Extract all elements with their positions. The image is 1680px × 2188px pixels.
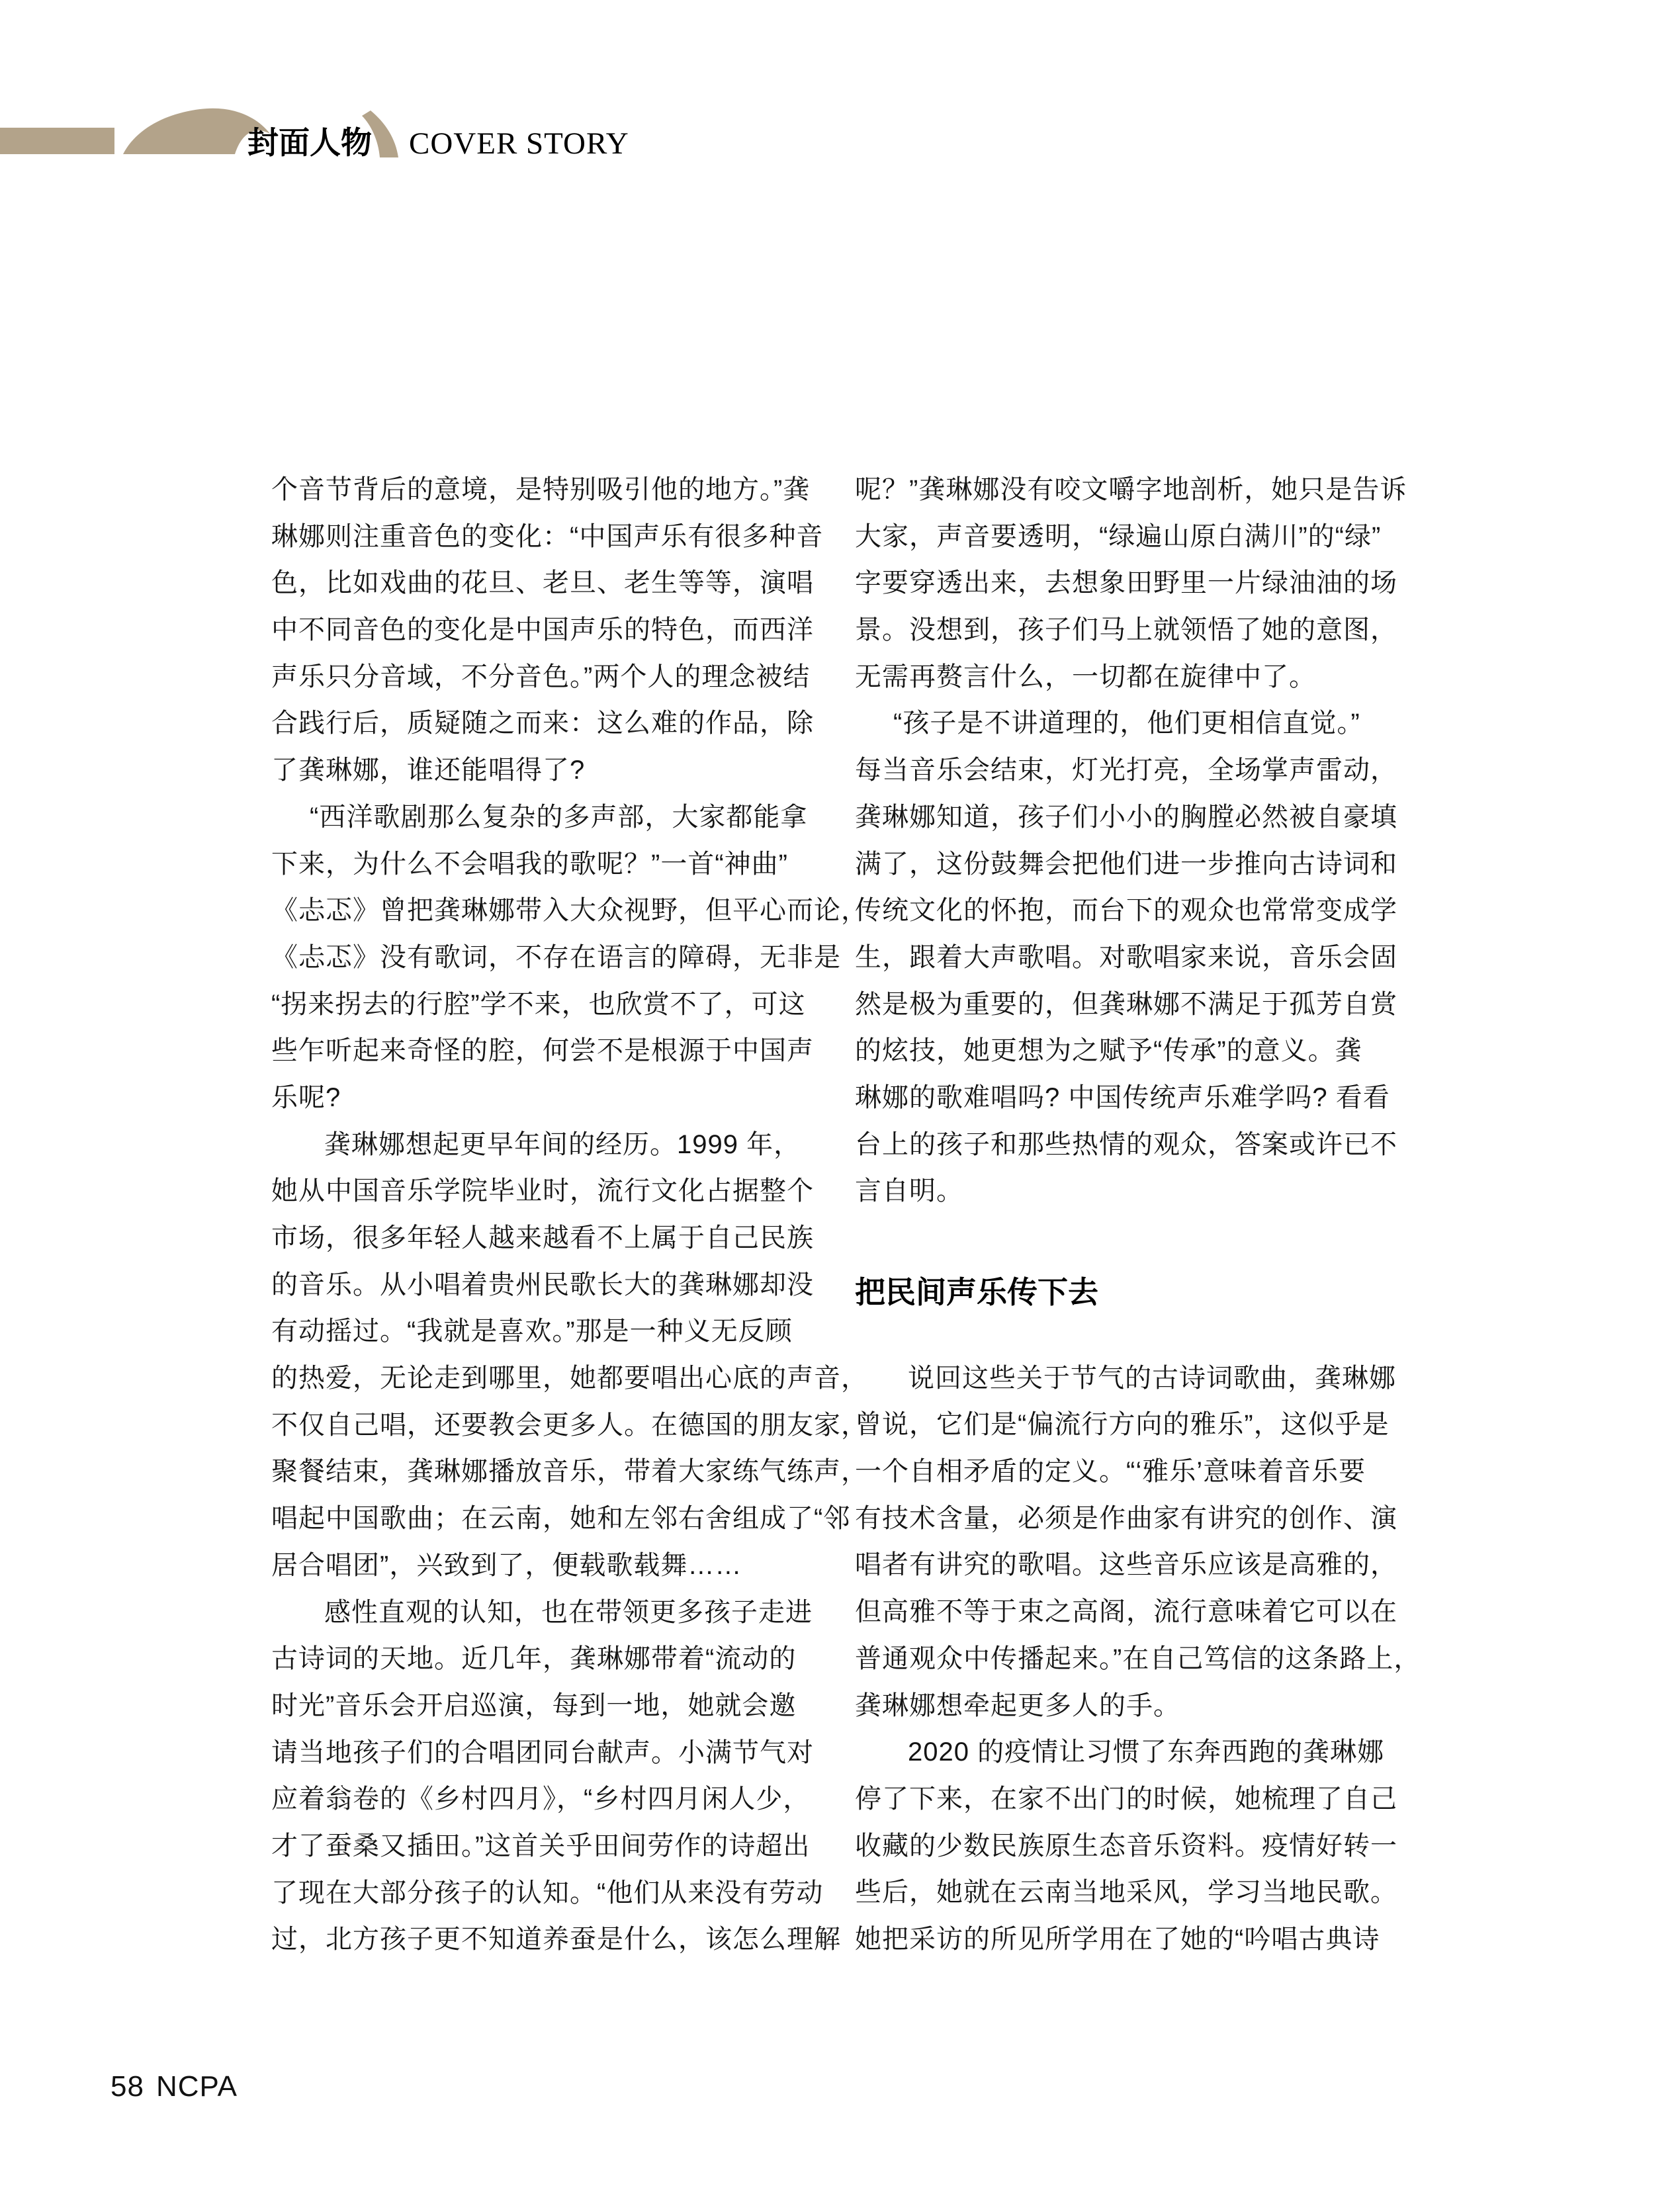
text-line: 停了下来，在家不出门的时候，她梳理了自己 bbox=[855, 1784, 1397, 1814]
text-line: 应着翁卷的《乡村四月》，“乡村四月闲人少， bbox=[271, 1784, 811, 1814]
text-line: “西洋歌剧那么复杂的多声部，大家都能拿 bbox=[310, 802, 808, 832]
text-line: 不仅自己唱，还要教会更多人。在德国的朋友家， bbox=[271, 1410, 868, 1440]
text-line: 居合唱团”，兴致到了，便载歌载舞…… bbox=[271, 1550, 742, 1580]
text-line: 了龚琳娜，谁还能唱得了? bbox=[271, 756, 586, 785]
text-line: “孩子是不讲道理的，他们更相信直觉。” bbox=[893, 709, 1360, 738]
text-line: 合践行后，质疑随之而来：这么难的作品，除 bbox=[271, 709, 814, 738]
text-line: 才了蚕桑又插田。”这首关乎田间劳作的诗超出 bbox=[271, 1831, 811, 1860]
header-accent-bar bbox=[0, 128, 114, 154]
text-line: “拐来拐去的行腔”学不来，也欣赏不了，可这 bbox=[271, 989, 806, 1019]
text-line: 传统文化的怀抱，而台下的观众也常常变成学 bbox=[855, 896, 1397, 926]
section-subheading: 把民间声乐传下去 bbox=[855, 1275, 1098, 1309]
text-line: 色，比如戏曲的花旦、老旦、老生等等，演唱 bbox=[271, 568, 814, 598]
right-column bbox=[855, 466, 1421, 1963]
text-line: 市场，很多年轻人越来越看不上属于自己民族 bbox=[271, 1223, 814, 1252]
text-line: 收藏的少数民族原生态音乐资料。疫情好转一 bbox=[855, 1831, 1397, 1860]
page-number: 58 bbox=[111, 2070, 144, 2103]
text-line: 满了，这份鼓舞会把他们进一步推向古诗词和 bbox=[855, 849, 1397, 879]
section-title-en: COVER STORY bbox=[409, 126, 629, 161]
text-line: 感性直观的认知，也在带领更多孩子走进 bbox=[324, 1597, 813, 1627]
text-line: 时光”音乐会开启巡演，每到一地，她就会邀 bbox=[271, 1690, 797, 1720]
text-line: 普通观众中传播起来。”在自己笃信的这条路上， bbox=[855, 1643, 1421, 1673]
text-line: 每当音乐会结束，灯光打亮，全场掌声雷动， bbox=[855, 756, 1397, 785]
left-column bbox=[271, 466, 868, 1963]
text-line: 唱起中国歌曲；在云南，她和左邻右舍组成了“邻 bbox=[271, 1504, 851, 1534]
text-line: 琳娜的歌难唱吗? 中国传统声乐难学吗? 看看 bbox=[855, 1082, 1390, 1112]
text-line: 无需再赘言什么，一切都在旋律中了。 bbox=[855, 662, 1316, 691]
text-line: 龚琳娜想牵起更多人的手。 bbox=[855, 1690, 1180, 1720]
text-line: 曾说，它们是“偏流行方向的雅乐”，这似乎是 bbox=[855, 1410, 1390, 1440]
text-line: 的热爱，无论走到哪里，她都要唱出心底的声音， bbox=[271, 1364, 868, 1393]
text-line: 字要穿透出来，去想象田野里一片绿油油的场 bbox=[855, 568, 1397, 598]
text-line: 古诗词的天地。近几年，龚琳娜带着“流动的 bbox=[271, 1644, 797, 1674]
text-line: 了现在大部分孩子的认知。“他们从来没有劳动 bbox=[271, 1878, 824, 1907]
text-line: 景。没想到，孩子们马上就领悟了她的意图， bbox=[855, 615, 1397, 645]
text-line: 请当地孩子们的合唱团同台献声。小满节气对 bbox=[271, 1737, 814, 1767]
text-line: 她从中国音乐学院毕业时，流行文化占据整个 bbox=[271, 1176, 814, 1206]
text-line: 过，北方孩子更不知道养蚕是什么，该怎么理解 bbox=[271, 1925, 841, 1954]
text-line: 台上的孩子和那些热情的观众，答案或许已不 bbox=[855, 1129, 1397, 1159]
text-line: 说回这些关于节气的古诗词歌曲，龚琳娜 bbox=[908, 1363, 1396, 1393]
text-line: 龚琳娜想起更早年间的经历。1999 年， bbox=[324, 1129, 801, 1159]
text-line: 2020 的疫情让习惯了东奔西跑的龚琳娜 bbox=[908, 1737, 1385, 1767]
text-line: 大家，声音要透明，“绿遍山原白满川”的“绿” bbox=[855, 521, 1382, 551]
text-line: 的音乐。从小唱着贵州民歌长大的龚琳娜却没 bbox=[271, 1270, 814, 1299]
text-line: 有动摇过。“我就是喜欢。”那是一种义无反顾 bbox=[271, 1317, 793, 1346]
text-line: 乐呢? bbox=[271, 1082, 341, 1112]
text-line: 有技术含量，必须是作曲家有讲究的创作、演 bbox=[855, 1503, 1397, 1533]
text-line: 下来，为什么不会唱我的歌呢？”一首“神曲” bbox=[271, 849, 788, 879]
text-line: 《忐忑》曾把龚琳娜带入大众视野，但平心而论， bbox=[271, 896, 868, 926]
text-line: 些乍听起来奇怪的腔，何尝不是根源于中国声 bbox=[271, 1036, 814, 1066]
text-line: 的炫技，她更想为之赋予“传承”的意义。龚 bbox=[855, 1036, 1362, 1066]
text-line: 生，跟着大声歌唱。对歌唱家来说，音乐会固 bbox=[855, 942, 1397, 972]
text-line: 声乐只分音域，不分音色。”两个人的理念被结 bbox=[271, 662, 811, 691]
text-line: 一个自相矛盾的定义。“‘雅乐’意味着音乐要 bbox=[855, 1457, 1366, 1487]
text-line: 她把采访的所见所学用在了她的“吟唱古典诗 bbox=[855, 1924, 1380, 1954]
text-line: 但高雅不等于束之高阁，流行意味着它可以在 bbox=[855, 1597, 1397, 1627]
text-line: 中不同音色的变化是中国声乐的特色，而西洋 bbox=[271, 615, 814, 645]
section-title-zh: 封面人物 bbox=[247, 125, 372, 160]
text-line: 然是极为重要的，但龚琳娜不满足于孤芳自赏 bbox=[855, 989, 1397, 1019]
text-line: 龚琳娜知道，孩子们小小的胸膛必然被自豪填 bbox=[855, 802, 1397, 832]
text-line: 呢？”龚琳娜没有咬文嚼字地剖析，她只是告诉 bbox=[855, 475, 1407, 504]
brand-label: NCPA bbox=[155, 2070, 238, 2103]
text-line: 聚餐结束，龚琳娜播放音乐，带着大家练气练声， bbox=[271, 1457, 868, 1487]
text-line: 言自明。 bbox=[855, 1176, 963, 1206]
text-line: 琳娜则注重音色的变化：“中国声乐有很多种音 bbox=[271, 521, 824, 551]
page-footer bbox=[111, 2071, 238, 2103]
text-line: 个音节背后的意境，是特别吸引他的地方。”龚 bbox=[271, 475, 811, 504]
text-line: 《忐忑》没有歌词，不存在语言的障碍，无非是 bbox=[271, 942, 841, 972]
text-line: 些后，她就在云南当地采风，学习当地民歌。 bbox=[855, 1878, 1397, 1907]
text-line: 唱者有讲究的歌唱。这些音乐应该是高雅的， bbox=[855, 1550, 1397, 1580]
